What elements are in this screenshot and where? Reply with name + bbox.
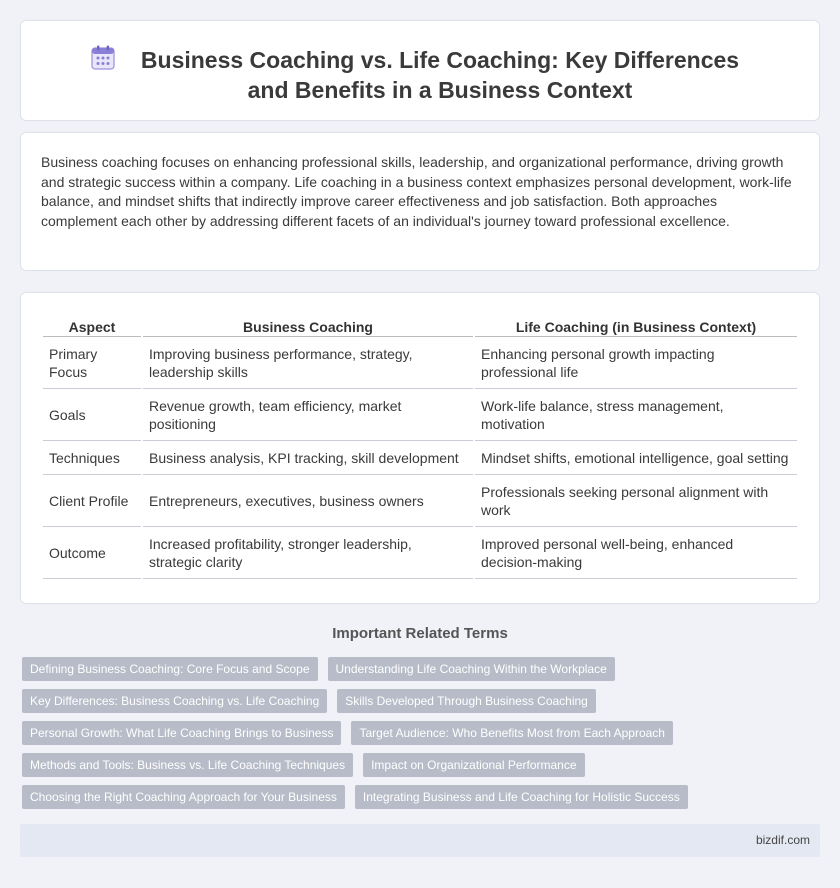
table-cell-business: Increased profitability, stronger leadership, strategic clarity [143, 529, 473, 579]
related-terms-title: Important Related Terms [332, 625, 508, 642]
comparison-table-card [20, 292, 820, 604]
table-cell-life: Professionals seeking personal alignment with work [475, 477, 797, 527]
table-cell-life: Enhancing personal growth impacting professional life [475, 339, 797, 389]
related-term-tag[interactable]: Impact on Organizational Performance [363, 753, 584, 777]
table-cell-aspect: Primary Focus [43, 339, 141, 389]
related-term-tag[interactable]: Skills Developed Through Business Coaching [337, 689, 596, 713]
related-term-tag[interactable]: Understanding Life Coaching Within the Workplace [328, 657, 615, 681]
table-row [43, 477, 797, 527]
related-term-tag[interactable]: Choosing the Right Coaching Approach for Your Business [22, 785, 345, 809]
table-cell-aspect: Client Profile [43, 477, 141, 527]
table-row [43, 443, 797, 475]
intro-card [20, 132, 820, 271]
footer [20, 824, 820, 857]
table-cell-aspect: Techniques [43, 443, 141, 475]
column-header-life-coaching: Life Coaching (in Business Context) [475, 317, 797, 337]
table-row [43, 339, 797, 389]
table-cell-business: Improving business performance, strategy, leadership skills [143, 339, 473, 389]
related-term-tag[interactable]: Key Differences: Business Coaching vs. Life Coaching [22, 689, 327, 713]
table-header-row [43, 317, 797, 337]
table-cell-aspect: Outcome [43, 529, 141, 579]
related-term-tag[interactable]: Methods and Tools: Business vs. Life Coaching Techniques [22, 753, 353, 777]
table-cell-business: Entrepreneurs, executives, business owners [143, 477, 473, 527]
page-title: Business Coaching vs. Life Coaching: Key Differences and Benefits in a Business Context [140, 47, 740, 103]
table-cell-aspect: Goals [43, 391, 141, 441]
table-cell-business: Business analysis, KPI tracking, skill development [143, 443, 473, 475]
header-card [20, 20, 820, 121]
table-row [43, 391, 797, 441]
column-header-business-coaching: Business Coaching [143, 317, 473, 337]
table-cell-life: Improved personal well-being, enhanced decision-making [475, 529, 797, 579]
related-term-tag[interactable]: Target Audience: Who Benefits Most from Each Approach [351, 721, 673, 745]
table-row [43, 529, 797, 579]
related-terms-list [22, 657, 812, 817]
comparison-table [41, 315, 799, 581]
column-header-aspect: Aspect [43, 317, 141, 337]
related-term-tag[interactable]: Integrating Business and Life Coaching for Holistic Success [355, 785, 688, 809]
table-cell-business: Revenue growth, team efficiency, market positioning [143, 391, 473, 441]
table-cell-life: Work-life balance, stress management, motivation [475, 391, 797, 441]
related-term-tag[interactable]: Defining Business Coaching: Core Focus and Scope [22, 657, 318, 681]
related-term-tag[interactable]: Personal Growth: What Life Coaching Brings to Business [22, 721, 341, 745]
intro-paragraph: Business coaching focuses on enhancing professional skills, leadership, and organizational performance, driving growth and strategic success within a company. Life coaching in a business context emphasizes personal development, work-life balance, and mindset shifts that indirectly improve career effectiveness and job satisfaction. Both approaches complement each other by addressing different facets of an individual's journey toward professional excellence. [41, 154, 792, 229]
footer-site-link[interactable]: bizdif.com [755, 833, 810, 847]
table-cell-life: Mindset shifts, emotional intelligence, goal setting [475, 443, 797, 475]
